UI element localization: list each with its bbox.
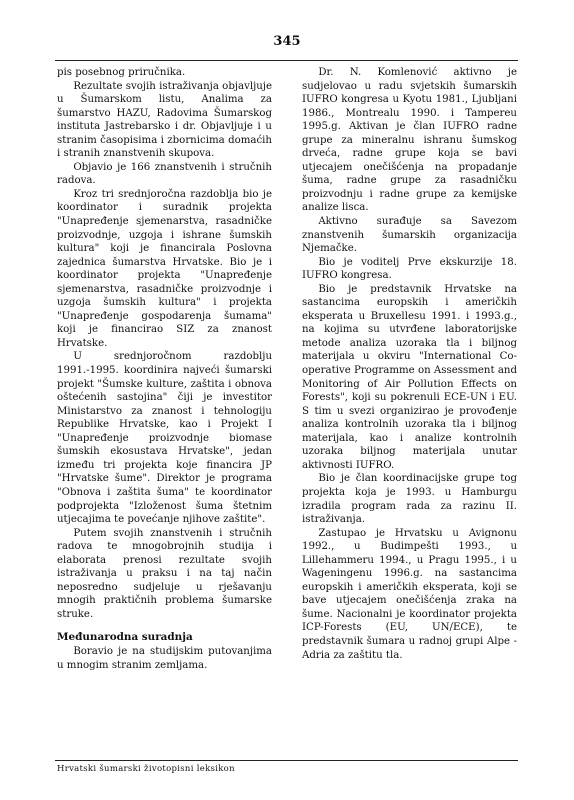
paragraph: Dr. N. Komlenović aktivno je sudjelovao u radu svjetskih šumarskih IUFRO kongresa u Kyotu 1981., Ljubljani 1986., Montrealu 1990. i Tampereu 1995.g. Aktivan je član IUFRO radne grupe za mineralnu ishranu šumskog drveća, radne grupe koja se bavi utjecajem onečišćenja na propadanje šuma, radne grupe za rasadničku proizvodnju i radne grupe za kemijske analize lisca. <box>302 67 517 214</box>
paragraph: Boravio je na studijskim putovanjima u mnogim stranim zemljama. <box>57 645 272 671</box>
left-column <box>57 66 272 672</box>
paragraph: Bio je predstavnik Hrvatske na sastancima europskih i američkih eksperata u Bruxellesu 1991. i 1993.g., na kojima su utvrđene laboratorijske metode analiza uzoraka tla i biljnog materijala u okviru "International Co-operative Programme on Assessment and Monitoring of Air Pollution Effects on Forests", koji su pokrenuli ECE-UN i EU. S tim u svezi organizirao je provođenje analiza kontrolnih uzoraka tla i biljnog materijala, kao i analize kontrolnih uzoraka biljnog materijala unutar aktivnosti IUFRO. <box>302 283 517 471</box>
footer-title: Hrvatski šumarski životopisni leksikon <box>57 764 235 774</box>
page-number: 345 <box>273 34 301 49</box>
header-rule <box>55 60 518 61</box>
paragraph: Zastupao je Hrvatsku u Avignonu 1992., u Budimpešti 1993., u Lillehammeru 1994., u Pragu 1995., i u Wageningenu 1996.g. na sastancima europskih i američkih eksperata, koji se bave utjecajem onečišćenja zraka na šume. Nacionalni je koordinator projekta ICP-Forests (EU, UN/ECE), te predstavnik šumara u radnoj grupi Alpe - Adria za zaštitu tla. <box>302 527 517 661</box>
paragraph: Bio je voditelj Prve ekskurzije 18. IUFRO kongresa. <box>302 256 517 282</box>
paragraph: Bio je član koordinacijske grupe tog projekta koja je 1993. u Hamburgu izradila program rada za razinu II. istraživanja. <box>302 473 517 526</box>
paragraph: pis posebnog priručnika. <box>57 67 186 78</box>
paragraph: Rezultate svojih istraživanja objavljuje u Šumarskom listu, Analima za šumarstvo HAZU, Radovima Šumarskog instituta Jastrebarsko i dr. Objavljuje i u stranim časopisima i zbornicima domaćih i stranih znanstvenih skupova. <box>57 80 272 160</box>
paragraph: Objavio je 166 znanstvenih i stručnih radova. <box>57 161 272 187</box>
paragraph: Kroz tri srednjoročna razdoblja bio je koordinator i suradnik projekta "Unapređenje sjemenarstva, rasadničke proizvodnje, uzgoja i ishrane šumskih kultura" koji je financirala Poslovna zajednica šumarstva Hrvatske. Bio je i koordinator projekta "Unapređenje sjemenarstva, rasadničke proizvodnje i uzgoja šumskih kultura" i projekta "Unapređenje gospodarenja šumama" koji je financirao SIZ za znanost Hrvatske. <box>57 188 272 349</box>
paragraph: Aktivno surađuje sa Savezom znanstvenih šumarskih organizacija Njemačke. <box>302 216 517 255</box>
footer-rule <box>55 760 518 761</box>
right-column <box>302 66 517 662</box>
paragraph: Putem svojih znanstvenih i stručnih radova te mnogobrojnih studija i elaborata prenosi rezultate svojih istraživanja u praksu i na taj način neposredno sudjeluje u rješavanju mnogih praktičnih problema šumarske struke. <box>57 527 272 620</box>
paragraph: U srednjoročnom razdoblju 1991.-1995. koordinira najveći šumarski projekt "Šumske kulture, zaštita i obnova oštećenih sastojina" čiji je investitor Ministarstvo za znanost i tehnologiju Republike Hrvatske, kao i Projekt I "Unapređenje proizvodnje biomase šumskih ekosustava Hrvatske", jedan između tri projekta koje financira JP "Hrvatske šume". Direktor je programa "Obnova i zaštita šuma" te koordinator podprojekta "Izloženost šuma štetnim utjecajima te povećanje njihove zaštite". <box>57 351 272 526</box>
section-heading: Međunarodna suradnja <box>57 631 193 644</box>
